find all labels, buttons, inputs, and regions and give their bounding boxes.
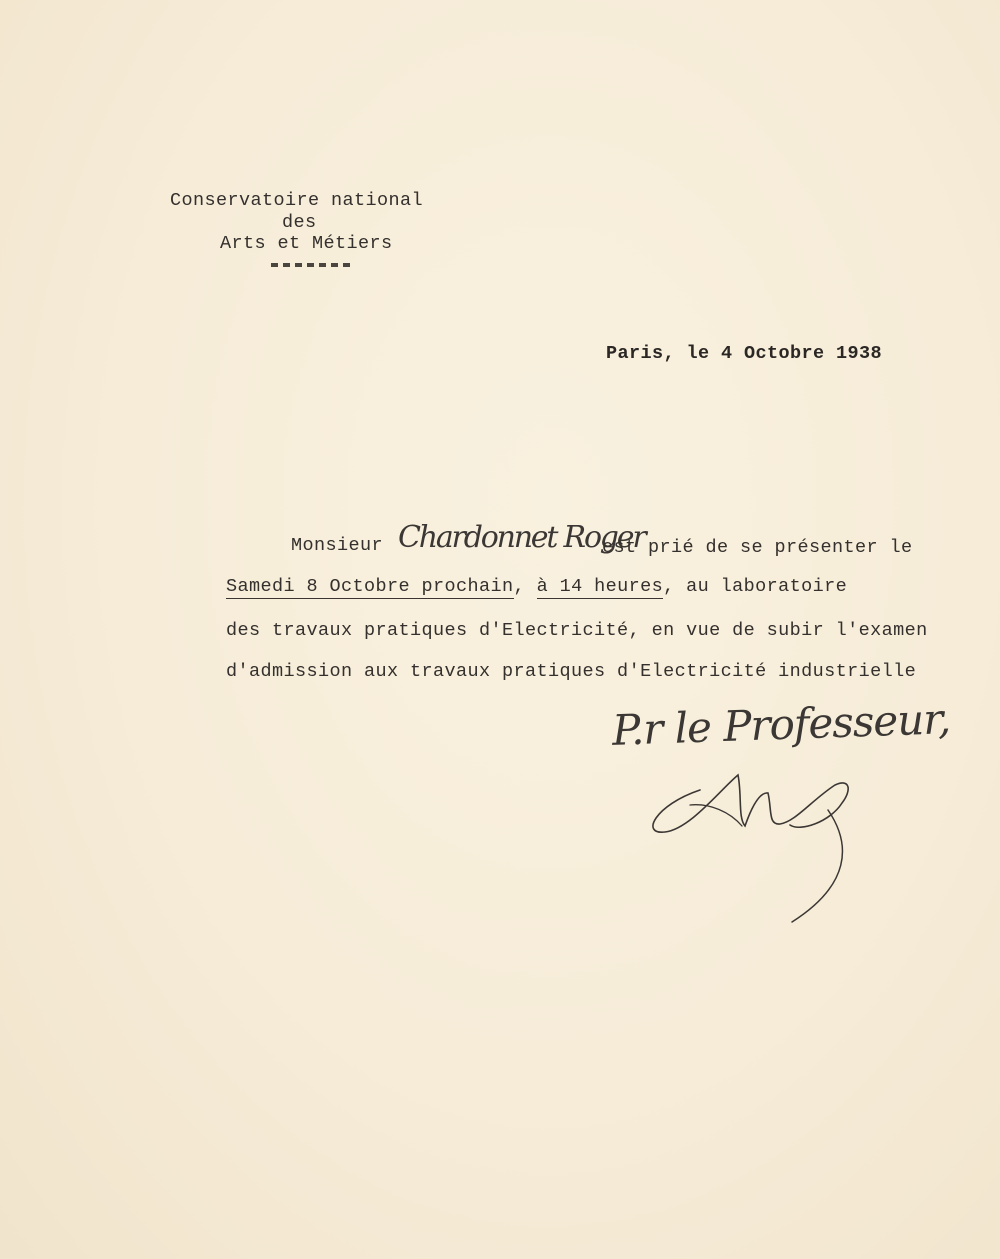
- body-line-2-separator: ,: [513, 576, 537, 597]
- closing-handwritten: P.r le Professeur,: [611, 694, 951, 755]
- letterhead-line-2: des: [282, 212, 317, 233]
- letterhead-line-3: Arts et Métiers: [220, 233, 393, 254]
- body-line-1-rest: est prié de se présenter le: [602, 537, 913, 558]
- salutation: Monsieur: [291, 535, 384, 556]
- body-line-2-rest: , au laboratoire: [663, 576, 848, 597]
- body-line-4: d'admission aux travaux pratiques d'Electricité industrielle: [226, 661, 917, 682]
- letterhead-line-1: Conservatoire national: [170, 190, 424, 211]
- body-line-3: des travaux pratiques d'Electricité, en vue de subir l'examen: [226, 620, 928, 641]
- date-line: Paris, le 4 Octobre 1938: [606, 343, 883, 364]
- appointment-day: Samedi 8 Octobre prochain: [226, 576, 514, 597]
- recipient-name-handwritten: Chardonnet Roger: [398, 520, 645, 555]
- appointment-time: à 14 heures: [536, 576, 664, 597]
